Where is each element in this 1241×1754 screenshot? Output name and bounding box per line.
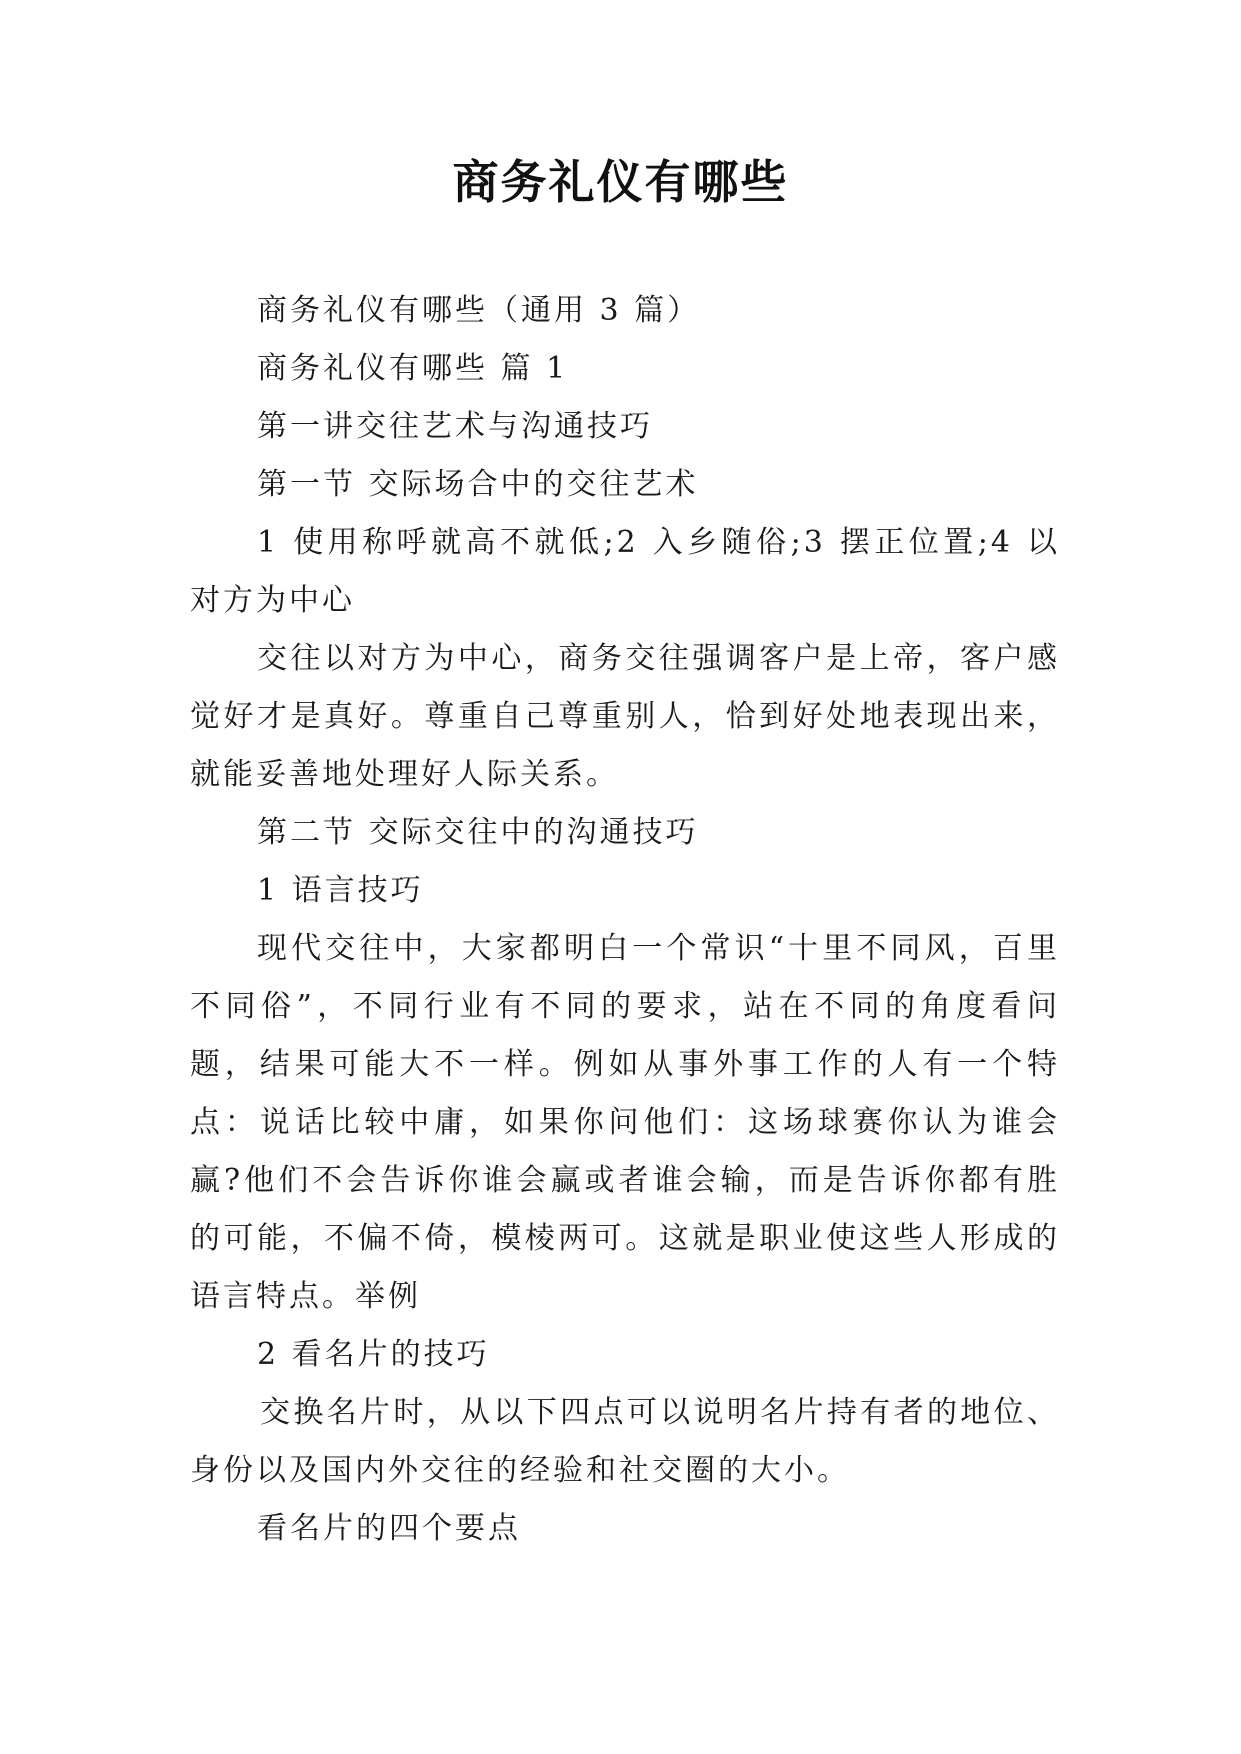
paragraph-card-points: 看名片的四个要点	[257, 1511, 521, 1546]
paragraph-lecture-heading: 第一讲交往艺术与沟通技巧	[257, 409, 653, 444]
paragraph-card-exchange: 交换名片时，从以下四点可以说明名片持有者的地位、身份以及国内外交往的经验和社交圈的大小。	[190, 1395, 1060, 1488]
paragraph-principles: 1 使用称呼就高不就低;2 入乡随俗;3 摆正位置;4 以对方为中心	[190, 525, 1060, 618]
paragraph-language-skill: 1 语言技巧	[257, 873, 424, 908]
paragraph-section-1: 第一节 交际场合中的交往艺术	[257, 467, 699, 502]
paragraph-card-skill: 2 看名片的技巧	[257, 1337, 490, 1372]
paragraph-customer-center: 交往以对方为中心，商务交往强调客户是上帝，客户感觉好才是真好。尊重自己尊重别人，恰到好处地表现出来，就能妥善地处理好人际关系。	[190, 641, 1060, 792]
paragraph-subtitle: 商务礼仪有哪些（通用 3 篇）	[257, 293, 701, 328]
paragraph-section-2: 第二节 交际交往中的沟通技巧	[257, 815, 699, 850]
paragraph-section-heading: 商务礼仪有哪些 篇 1	[257, 351, 569, 386]
document-body	[190, 282, 1060, 1558]
paragraph-language-example: 现代交往中，大家都明白一个常识“十里不同风，百里不同俗”，不同行业有不同的要求，站在不同的角度看问题，结果可能大不一样。例如从事外事工作的人有一个特点：说话比较中庸，如果你问他们：这场球赛你认为谁会赢?他们不会告诉你谁会赢或者谁会输，而是告诉你都有胜的可能，不偏不倚，模棱两可。这就是职业使这些人形成的语言特点。举例	[190, 931, 1060, 1314]
document-title: 商务礼仪有哪些	[452, 155, 789, 209]
